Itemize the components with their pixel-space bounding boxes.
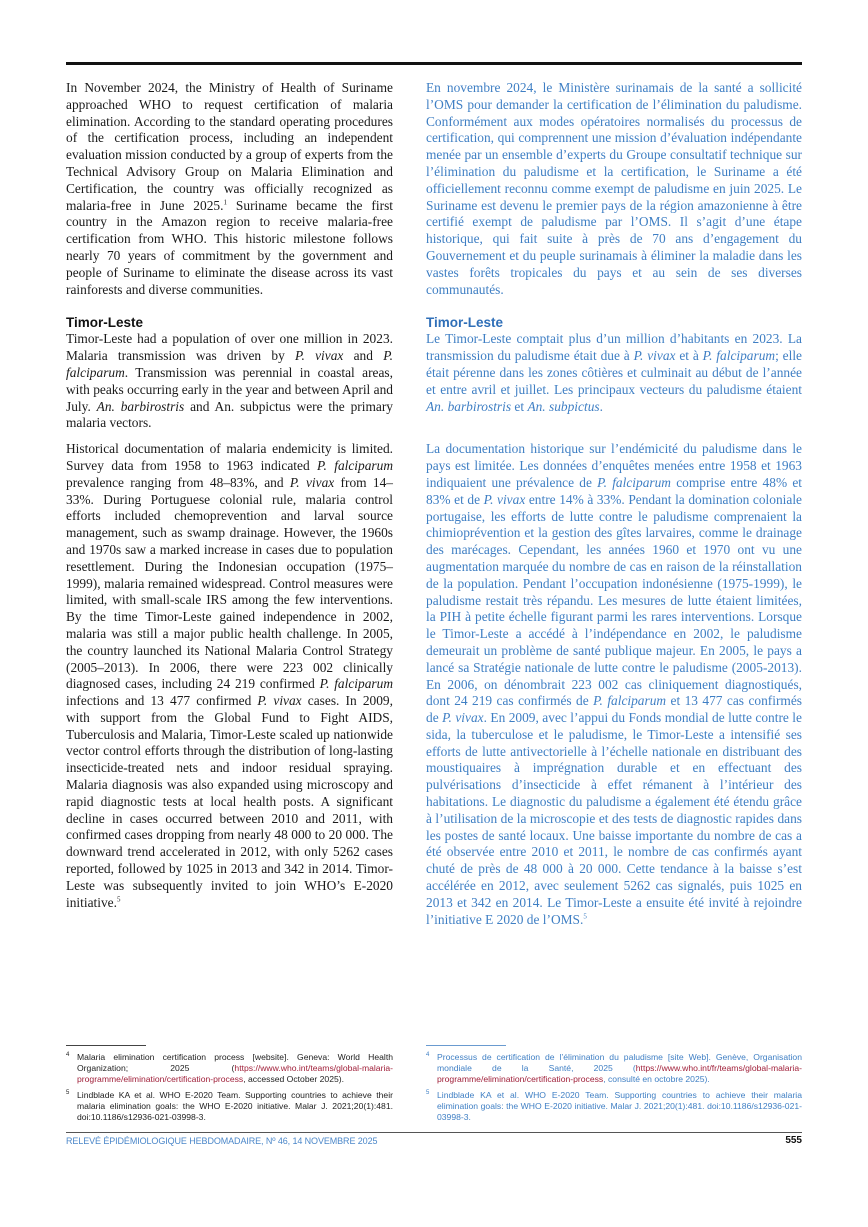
footnotes-fr: [426, 1052, 802, 1127]
footnote-ref[interactable]: 1: [223, 198, 227, 207]
timor-intro-paragraph-en: Timor-Leste had a population of over one million in 2023. Malaria transmission was driven by P. vivax and P. falciparum. Transmission was perennial in coastal areas, with peaks occurring early in the year and between April and July. An. barbirostris and An. subpictus were the primary malaria vectors.: [66, 331, 393, 431]
footnote-divider-fr: [426, 1045, 506, 1046]
footnote-5-en: 5 Lindblade KA et al. WHO E-2020 Team. Supporting countries to achieve their malaria elimination goals: the WHO E-2020 initiative. Malar J. 2021;20(1):481. doi:10.1186/s12936-021-03998-3.: [66, 1089, 393, 1123]
footnotes-en: [66, 1052, 393, 1127]
footnote-link[interactable]: https://www.who.int/fr/teams/global-malaria-programme/elimination/certification-process: [437, 1063, 802, 1085]
footnote-ref[interactable]: 5: [116, 895, 121, 904]
section-heading-fr: Timor-Leste: [426, 315, 504, 331]
suriname-paragraph-en: In November 2024, the Ministry of Health of Suriname approached WHO to request certification of malaria elimination. According to the standard operating procedures of the certification process, including an independent evaluation mission conducted by a group of experts from the Technical Advisory Group on Malaria Elimination and Certification, the country was officially recognized as malaria-free in June 2025.$^1$ Suriname became the first country in the Amazon region to receive malaria-free certification from WHO. This historic milestone follows nearly 70 years of commitment by the government and people of Suriname to eliminate the disease across its vast rainforests and diverse communities.: [66, 80, 394, 297]
footer-rule: [66, 1132, 802, 1133]
french-column: [426, 80, 802, 928]
footnote-divider-en: [66, 1045, 146, 1046]
timor-history-paragraph-fr: La documentation historique sur l’endémicité du paludisme dans le pays est limitée. Les données d’enquêtes menées entre 1958 et 1963 indiquaient une prévalence de P. falciparum comprise entre 48% et 83% et de P. vivax entre 14% à 33%. Pendant la domination coloniale portugaise, les efforts de lutte contre le paludisme comprenaient la chimioprévention et la gestion des gîtes larvaires, comme le drainage des marécages. Cependant, les années 1960 et 1970 ont vu une augmentation marquée du nombre de cas en raison de la réinstallation de la population. Pendant l’occupation indonésienne (1975-1999), le paludisme restait très répandu. Les mesures de lutte étaient limitées, la PIH à petite échelle figurant parmi les rares interventions. Lorsque le Timor-Leste a accédé à l’indépendance en 2002, le paludisme demeurait un problème de santé publique majeur. En 2005, le pays a lancé sa Stratégie nationale de lutte contre le paludisme (2005-2013). En 2006, on dénombrait 223 002 cas cliniquement diagnostiqués, dont 24 219 cas confirmés de P. falciparum et 13 477 cas confirmés de P. vivax. En 2009, avec l’appui du Fonds mondial de lutte contre le sida, la tuberculose et le paludisme, le Timor-Leste a intensifié ses efforts de lutte antivectorielle à l’échelle nationale en distribuant des moustiquaires à imprégnation durable et en effectuant des pulvérisations d’insecticide à effet rémanent à l’intérieur des habitations. Le diagnostic du paludisme a également été étendu grâce à l’utilisation de la microscopie et des tests de diagnostic rapides dans les postes de santé locaux. Une baisse importante du nombre de cas a été observée entre 2010 et 2011, le nombre de cas confirmés ayant chuté de près de 48 000 à 20 000. Cette tendance à la baisse s’est accélérée en 2012, avec seulement 5262 cas signalés, puis 1025 en 2013 et 342 en 2014. Le Timor-Leste a ensuite été invité à rejoindre l’initiative E 2020 de l’OMS.$^5$: [426, 441, 802, 927]
english-column: [66, 80, 393, 911]
section-heading-en: Timor-Leste: [66, 315, 144, 331]
footnote-4-fr: 4 Processus de certification de l’élimination du paludisme [site Web]. Genève, Organisation mondiale de la Santé, 2025 (https://www.who.int/fr/teams/global-malaria-programme/elimination/certification-process, consulté en octobre 2025).: [426, 1052, 802, 1085]
journal-title: RELEVÉ ÉPIDÉMIOLOGIQUE HEBDOMADAIRE, Nº 46, 14 NOVEMBRE 2025: [66, 1136, 378, 1146]
footnote-4-en: 4 Malaria elimination certification process [website]. Geneva: World Health Organization; 2025 (https://www.who.int/teams/global-malaria-programme/elimination/certification-process, accessed October 2025).: [66, 1052, 393, 1085]
page-number: 555: [785, 1135, 802, 1146]
timor-history-paragraph-en: Historical documentation of malaria endemicity is limited. Survey data from 1958 to 1963 indicated P. falciparum prevalence ranging from 48–83%, and P. vivax from 14–33%. During Portuguese colonial rule, malaria control efforts included chemoprevention and larval source management, such as swamp drainage. However, the 1960s and 1970s saw a marked increase in cases due to population resettlement. During the Indonesian occupation (1975–1999), malaria remained widespread. Control measures were limited, with small-scale IRS among the few interventions. By the time Timor-Leste gained independence in 2002, malaria was still a major public health challenge. In 2005, the country launched its National Malaria Control Strategy (2005–2013). In 2006, there were 223 002 clinically diagnosed cases, including 24 219 confirmed P. falciparum infections and 13 477 confirmed P. vivax cases. In 2009, with support from the Global Fund to Fight AIDS, Tuberculosis and Malaria, Timor-Leste scaled up nationwide vector control efforts through the distribution of long-lasting insecticide-treated nets and indoor residual spraying. Malaria diagnosis was also expanded using microscopy and rapid diagnostic tests at local health posts. A significant decline in cases occurred between 2010 and 2011, with confirmed cases dropping from nearly 48 000 to 20 000. The downward trend accelerated in 2012, with only 5262 cases reported, followed by 1025 in 2013 and 342 in 2014. Timor-Leste was subsequently invited to join WHO’s E-2020 initiative.$^5$: [66, 441, 393, 910]
top-rule: [66, 62, 802, 65]
footnote-ref[interactable]: 5: [583, 912, 587, 921]
footnote-5-fr: 5 Lindblade KA et al. WHO E-2020 Team. Supporting countries to achieve their malaria elimination goals: the WHO E-2020 initiative. Malar J. 2021;20(1):481. doi:10.1186/s12936-021-03998-3.: [426, 1089, 802, 1123]
timor-intro-paragraph-fr: Le Timor-Leste comptait plus d’un million d’habitants en 2023. La transmission du paludisme était due à P. vivax et à P. falciparum; elle était pérenne dans les zones côtières et culminait au début de l’année et entre avril et juillet. Les principaux vecteurs du paludisme étaient An. barbirostris et An. subpictus.: [426, 331, 802, 414]
footnote-link[interactable]: https://www.who.int/teams/global-malaria-programme/elimination/certification-process: [77, 1063, 393, 1085]
suriname-paragraph-fr: En novembre 2024, le Ministère surinamais de la santé a sollicité l’OMS pour demander la certification de l’élimination du paludisme. Conformément aux modes opératoires normalisés du processus de certification, qui comprennent une mission d’évaluation indépendante menée par un ensemble d’experts du Groupe consultatif technique sur l’élimination du paludisme et la certification, le Suriname a été officiellement reconnu comme exempt de paludisme en juin 2025. Le Suriname est devenu le premier pays de la région amazonienne à être certifié exempt de paludisme par l’OMS. Il s’agit d’une étape historique, qui fait suite à près de 70 ans d’engagement du Gouvernement et du peuple surinamais à éliminer la maladie dans les vastes forêts tropicales du pays et au sein de ses diverses communautés.: [426, 80, 802, 297]
